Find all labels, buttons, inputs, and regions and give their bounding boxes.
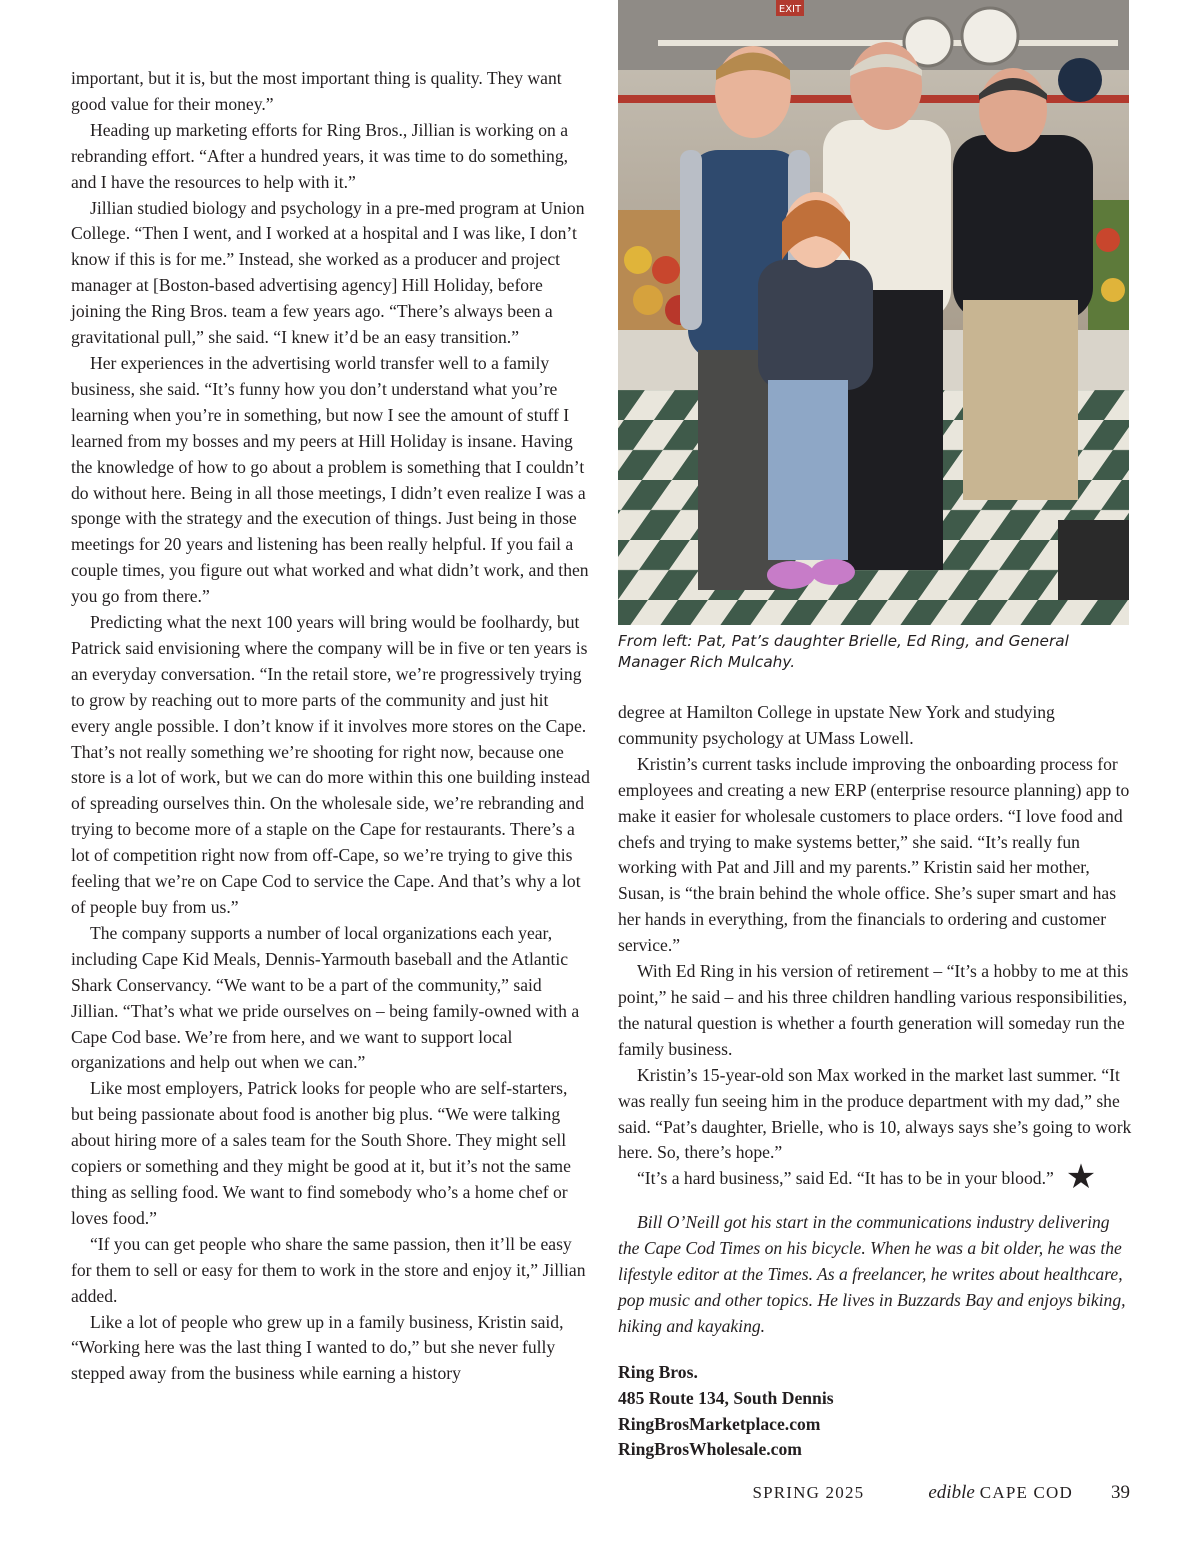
author-bio: Bill O’Neill got his start in the communications industry delivering the Cape Cod Times on his bicycle. When he was a bit older, he was the lifestyle editor at the Times. As a freelancer, he writes about healthcare, pop music and other topics. He lives in Buzzards Bay and enjoys biking, hiking and kayaking. — [618, 1212, 1126, 1336]
website-wholesale: RingBrosWholesale.com — [618, 1439, 802, 1460]
article-paragraph: important, but it is, but the most important thing is quality. They want good value for their money.” — [71, 68, 562, 114]
footer-magazine-italic: edible — [928, 1482, 975, 1503]
photo-caption: From left: Pat, Pat’s daughter Brielle, Ed Ring, and General Manager Rich Mulcahy. — [618, 632, 1069, 671]
article-paragraph: “If you can get people who share the same passion, then it’ll be easy for them to sell or easy for them to work in the store and enjoy it,” Jillian added. — [71, 1233, 586, 1306]
page-footer — [752, 1482, 1130, 1506]
article-paragraph: Like a lot of people who grew up in a family business, Kristin said, “Working here was the last thing I wanted to do,” but she never fully stepped away from the business while earning a history — [71, 1311, 564, 1384]
article-paragraph: Kristin’s current tasks include improving the onboarding process for employees and creating a new ERP (enterprise resource planning) app to make it easier for wholesale customers to place orders. “I love food and chefs and trying to make systems better,” she said. “It’s really fun working with Pat and Jill and my parents.” Kristin said her mother, Susan, is “the brain behind the whole office. She’s super smart and has her hands in everything, from the financials to ordering and customer service.” — [618, 753, 1130, 956]
footer-season: SPRING 2025 — [752, 1483, 865, 1502]
staff-photo-illustration — [618, 0, 1129, 625]
end-mark-icon: ★ — [1065, 1159, 1097, 1197]
business-address: 485 Route 134, South Dennis — [618, 1387, 834, 1408]
article-paragraph: Predicting what the next 100 years will bring would be foolhardy, but Patrick said envisioning where the company will be in five or ten years is an everyday conversation. “In the retail store, we’re progressively trying to grow by reaching out to more parts of the community and just hit every angle possible. I don’t know if it involves more stores on the Cape. That’s not really something we’re shooting for right now, because one store is a lot of work, but we can do more within this one building instead of spreading ourselves thin. On the wholesale side, we’re rebranding and trying to become more of a staple on the Cape for restaurants. There’s a lot of competition right now from off-Cape, so we’re trying to give this feeling that we’re on Cape Cod to service the Cape. And that’s why a lot of people buy from us.” — [71, 612, 590, 917]
business-name: Ring Bros. — [618, 1361, 698, 1382]
staff-photo — [618, 0, 1129, 625]
article-paragraph: Heading up marketing efforts for Ring Bros., Jillian is working on a rebranding effort. “After a hundred years, it was time to do something, and I have the resources to help with it.” — [71, 119, 569, 192]
article-paragraph: Like most employers, Patrick looks for people who are self-starters, but being passionate about food is another big plus. “We were talking about hiring more of a sales team for the South Shore. They might sell copiers or something and they might be good at it, but it’s not the same thing as selling food. We want to find somebody who’s a home chef or loves food.” — [71, 1078, 571, 1228]
contact-block — [618, 1360, 1134, 1464]
article-paragraph: Kristin’s 15-year-old son Max worked in the market last summer. “It was really fun seeing him in the produce department with my dad,” she said. “Pat’s daughter, Brielle, who is 10, always says she’s going to work here. So, there’s hope.” — [618, 1064, 1132, 1163]
article-paragraph: degree at Hamilton College in upstate New York and studying community psychology at UMass Lowell. — [618, 702, 1055, 748]
article-paragraph: Jillian studied biology and psychology in a pre-med program at Union College. “Then I went, and I worked at a hospital and I was like, I don’t know if this is for me.” Instead, she worked as a producer and project manager at [Boston-based advertising agency] Hill Holiday, before joining the Ring Bros. team a few years ago. “There’s always been a gravitational pull,” she said. “I knew it’d be an easy transition.” — [71, 197, 585, 348]
article-paragraph: With Ed Ring in his version of retirement – “It’s a hobby to me at this point,” he said – and his three children handling various responsibilities, the natural question is whether a fourth generation will someday run the family business. — [618, 961, 1129, 1059]
article-left-column — [71, 66, 591, 1387]
website-marketplace: RingBrosMarketplace.com — [618, 1413, 821, 1434]
closing-quote: “It’s a hard business,” said Ed. “It has to be in your blood.” — [637, 1168, 1054, 1189]
page-number: 39 — [1111, 1482, 1130, 1503]
exit-sign: EXIT — [778, 4, 802, 15]
footer-magazine-name: CAPE COD — [979, 1483, 1073, 1502]
article-right-column — [618, 700, 1134, 1463]
article-paragraph: Her experiences in the advertising world transfer well to a family business, she said. “It’s funny how you don’t understand what you’re learning when you’re in something, but now I see the amount of stuff I learned from my bosses and my peers at Hill Holiday is insane. Having the knowledge of how to go about a problem is something that I couldn’t do without here. Being in all those meetings, I didn’t even realize I was a sponge with the strategy and the execution of things. Just being in those meetings for 20 years and listening has been really helpful. If you fail a couple times, you figure out what worked and what didn’t work, and then you go from there.” — [71, 352, 589, 607]
article-paragraph: The company supports a number of local organizations each year, including Cape Kid Meals, Dennis-Yarmouth baseball and the Atlantic Shark Conservancy. “We want to be a part of the community,” said Jillian. “That’s what we pride ourselves on – being family-owned with a Cape Cod base. We’re from here, and we want to support local organizations and help out when we can.” — [71, 922, 580, 1073]
article-closing-paragraph — [618, 1159, 1134, 1197]
